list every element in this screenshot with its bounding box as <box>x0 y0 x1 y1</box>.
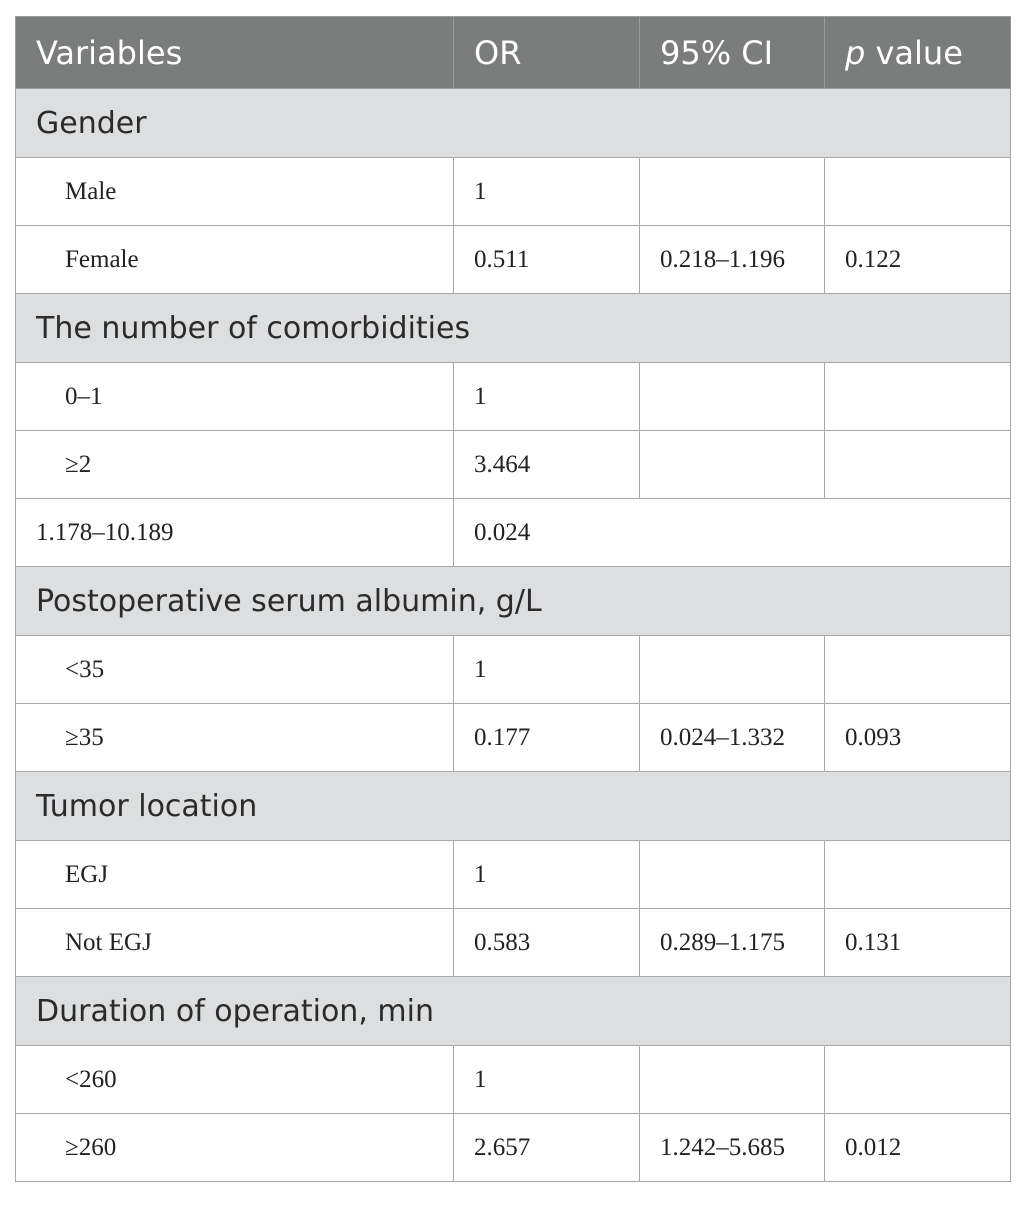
table-row <box>16 636 1011 704</box>
cell-variable: EGJ <box>16 841 454 909</box>
cell-p: 0.122 <box>825 226 1011 294</box>
header-p-value <box>825 17 1011 89</box>
table-row <box>16 1114 1011 1182</box>
cell-p <box>825 841 1011 909</box>
group-label: Gender <box>16 89 1011 158</box>
cell-or: 1 <box>454 636 640 704</box>
group-row-comorbidities <box>16 294 1011 363</box>
table-row <box>16 363 1011 431</box>
cell-p: 0.093 <box>825 704 1011 772</box>
table-row <box>16 226 1011 294</box>
cell-p <box>825 1046 1011 1114</box>
cell-p <box>825 431 1011 499</box>
group-label: Duration of operation, min <box>16 977 1011 1046</box>
group-label: Tumor location <box>16 772 1011 841</box>
group-label: The number of comorbidities <box>16 294 1011 363</box>
table-row <box>16 704 1011 772</box>
table-row <box>16 158 1011 226</box>
header-variables: Variables <box>16 17 454 89</box>
cell-variable: <35 <box>16 636 454 704</box>
group-row-albumin <box>16 567 1011 636</box>
table-row <box>16 841 1011 909</box>
cell-ci <box>640 363 825 431</box>
cell-ci: 0.218–1.196 <box>640 226 825 294</box>
odds-ratio-table <box>15 16 1011 1182</box>
cell-or: 0.024 <box>454 499 1011 567</box>
cell-variable: Female <box>16 226 454 294</box>
table-row <box>16 909 1011 977</box>
cell-variable: 0–1 <box>16 363 454 431</box>
cell-or: 1 <box>454 158 640 226</box>
cell-or: 3.464 <box>454 431 640 499</box>
group-row-gender <box>16 89 1011 158</box>
cell-or: 0.511 <box>454 226 640 294</box>
cell-variable: ≥260 <box>16 1114 454 1182</box>
group-label: Postoperative serum albumin, g/L <box>16 567 1011 636</box>
cell-ci <box>640 841 825 909</box>
cell-or: 1 <box>454 841 640 909</box>
cell-ci <box>640 431 825 499</box>
table-row-misaligned <box>16 499 1011 567</box>
cell-or: 0.583 <box>454 909 640 977</box>
header-row <box>16 17 1011 89</box>
cell-ci: 1.242–5.685 <box>640 1114 825 1182</box>
cell-ci <box>640 636 825 704</box>
cell-variable: Not EGJ <box>16 909 454 977</box>
cell-ci <box>640 158 825 226</box>
cell-variable: ≥35 <box>16 704 454 772</box>
cell-p <box>825 158 1011 226</box>
header-ci: 95% CI <box>640 17 825 89</box>
cell-p: 0.012 <box>825 1114 1011 1182</box>
cell-variable: <260 <box>16 1046 454 1114</box>
table-row <box>16 431 1011 499</box>
group-row-duration <box>16 977 1011 1046</box>
header-p-rest: value <box>865 33 963 72</box>
cell-or: 1 <box>454 1046 640 1114</box>
table-row <box>16 1046 1011 1114</box>
cell-ci <box>640 1046 825 1114</box>
cell-or: 1 <box>454 363 640 431</box>
cell-ci: 0.289–1.175 <box>640 909 825 977</box>
header-or: OR <box>454 17 640 89</box>
header-p-italic: p <box>845 33 866 72</box>
cell-p <box>825 363 1011 431</box>
cell-p <box>825 636 1011 704</box>
cell-variable: Male <box>16 158 454 226</box>
cell-or: 2.657 <box>454 1114 640 1182</box>
cell-variable: 1.178–10.189 <box>16 499 454 567</box>
cell-or: 0.177 <box>454 704 640 772</box>
cell-p: 0.131 <box>825 909 1011 977</box>
cell-variable: ≥2 <box>16 431 454 499</box>
group-row-tumor-location <box>16 772 1011 841</box>
cell-ci: 0.024–1.332 <box>640 704 825 772</box>
